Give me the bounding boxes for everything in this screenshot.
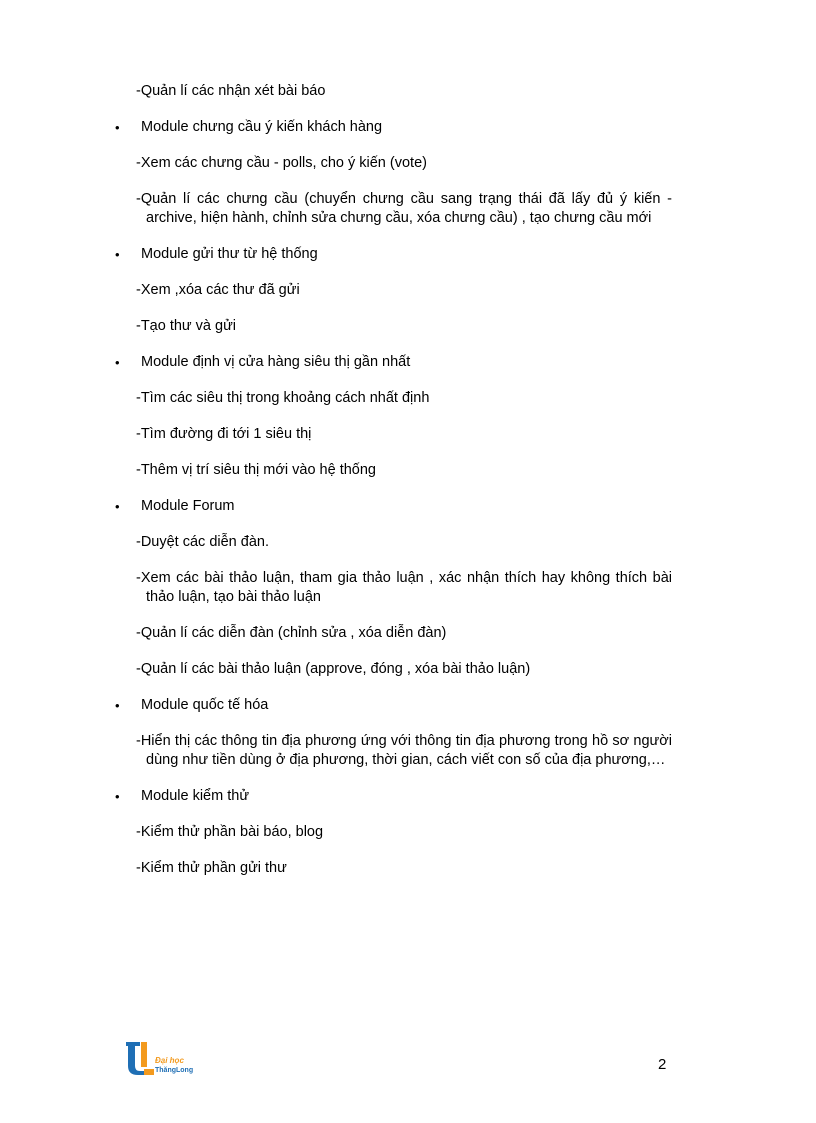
section-heading-text: Module Forum xyxy=(141,498,235,514)
list-item: -Thêm vị trí siêu thị mới vào hệ thống xyxy=(136,462,376,478)
section-heading xyxy=(112,497,672,516)
section-heading xyxy=(112,245,672,264)
section-heading-text: Module chưng cầu ý kiến khách hàng xyxy=(141,119,383,135)
list-item: -Xem các chưng cầu - polls, cho ý kiến (vote) xyxy=(136,155,427,171)
section-heading xyxy=(112,118,672,137)
list-item: -Xem các bài thảo luận, tham gia thảo luận , xác nhận thích hay không thích bài thảo luận, tạo bài thảo luận xyxy=(136,570,672,605)
list-item: -Quản lí các chưng cầu (chuyển chưng cầu sang trạng thái đã lấy đủ ý kiến - archive, hiện hành, chỉnh sửa chưng cầu, xóa chưng cầu) , tạo chưng cầu mới xyxy=(136,191,672,226)
bullet-icon: • xyxy=(115,355,120,370)
section-heading-text: Module định vị cửa hàng siêu thị gần nhất xyxy=(141,354,411,370)
list-item: -Tìm đường đi tới 1 siêu thị xyxy=(136,426,312,442)
list-item: -Tìm các siêu thị trong khoảng cách nhất định xyxy=(136,390,430,406)
page-number: 2 xyxy=(658,1056,667,1073)
section-heading-text: Module quốc tế hóa xyxy=(141,697,269,713)
section-heading-text: Module gửi thư từ hệ thống xyxy=(141,246,318,262)
bullet-icon: • xyxy=(115,120,120,135)
list-item: -Quản lí các nhận xét bài báo xyxy=(136,83,326,99)
page-content xyxy=(112,82,672,895)
list-item: -Quản lí các bài thảo luận (approve, đóng , xóa bài thảo luận) xyxy=(136,661,531,677)
list-item: -Kiểm thử phần bài báo, blog xyxy=(136,824,324,840)
logo-line1: Đại học xyxy=(155,1056,184,1065)
bullet-icon: • xyxy=(115,698,120,713)
list-item: -Duyệt các diễn đàn. xyxy=(136,534,269,550)
list-item: -Quản lí các diễn đàn (chỉnh sửa , xóa diễn đàn) xyxy=(136,625,447,641)
list-item: -Tạo thư và gửi xyxy=(136,318,237,334)
section-heading-text: Module kiểm thử xyxy=(141,788,250,804)
list-item: -Kiểm thử phần gửi thư xyxy=(136,860,287,876)
section-heading xyxy=(112,787,672,806)
bullet-icon: • xyxy=(115,789,120,804)
section-heading xyxy=(112,696,672,715)
logo-line2: ThăngLong xyxy=(155,1067,194,1074)
list-item: -Xem ,xóa các thư đã gửi xyxy=(136,282,300,298)
list-item: -Hiển thị các thông tin địa phương ứng với thông tin địa phương trong hồ sơ người dùng như tiền dùng ở địa phương, thời gian, cách viết con số của địa phương,… xyxy=(136,733,672,768)
bullet-icon: • xyxy=(115,247,120,262)
section-heading xyxy=(112,353,672,372)
thang-long-university-logo xyxy=(124,1040,224,1076)
bullet-icon: • xyxy=(115,499,120,514)
